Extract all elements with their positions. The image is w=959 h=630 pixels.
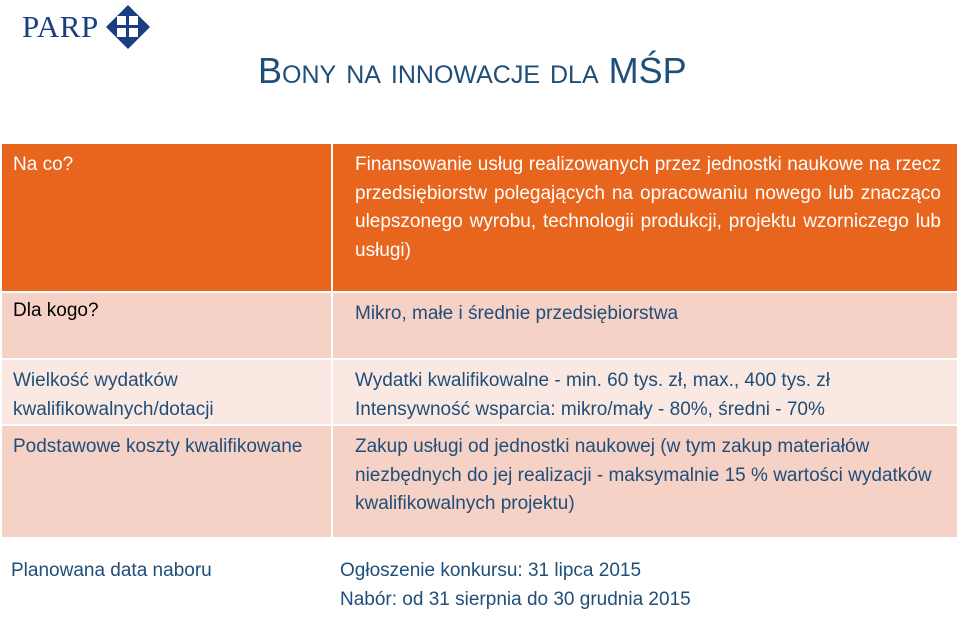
footer-line: Nabór: od 31 sierpnia do 30 grudnia 2015	[340, 588, 691, 610]
table-row	[1, 359, 958, 425]
page-title: Bony na innowacje dla MŚP	[258, 50, 687, 91]
parp-logo	[22, 3, 151, 51]
row-value: Zakup usługi od jednostki naukowej (w tym zakup materiałów niezbędnych do jej realizacji - maksymalnie 15 % wartości wydatków kwalifikowalnych projektu)	[332, 425, 958, 538]
table-row	[1, 425, 958, 538]
row-label: Podstawowe koszty kwalifikowane	[1, 425, 332, 538]
row-value: Mikro, małe i średnie przedsiębiorstwa	[332, 292, 958, 359]
row-label: Na co?	[1, 143, 332, 292]
footer-value	[340, 557, 691, 614]
row-value-line: Wydatki kwalifikowalne - min. 60 tys. zł, max., 400 tys. zł	[355, 370, 830, 391]
row-value: Finansowanie usług realizowanych przez jednostki naukowe na rzecz przedsiębiorstw polegających na opracowaniu nowego lub znacząco ulepszonego wyrobu, technologii produkcji, projektu wzorniczego lub usługi)	[332, 143, 958, 292]
row-label: Wielkość wydatków kwalifikowalnych/dotacji	[1, 359, 332, 425]
footer-line: Ogłoszenie konkursu: 31 lipca 2015	[340, 560, 642, 581]
row-value	[332, 359, 958, 425]
table-row	[1, 292, 958, 359]
parp-logo-icon	[105, 4, 151, 50]
table-row	[1, 143, 958, 292]
info-table	[0, 142, 959, 539]
footer-label: Planowana data naboru	[11, 560, 212, 581]
row-label: Dla kogo?	[1, 292, 332, 359]
row-value-line: Intensywność wsparcia: mikro/mały - 80%, średni - 70%	[355, 398, 825, 420]
logo-text: PARP	[22, 9, 99, 44]
